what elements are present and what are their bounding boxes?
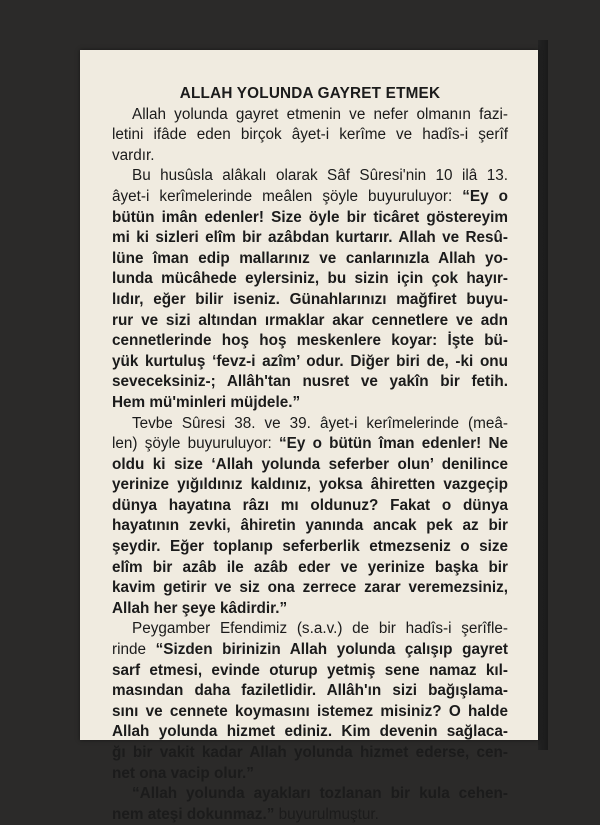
bold-text: sını ve cennete koymasını istemez misiniz? O halde <box>112 702 508 720</box>
bold-text: elîm bir azâb ile azâb eder ve yerinize başka bir <box>112 558 508 576</box>
text-line <box>112 434 508 455</box>
bold-text: yük kurtuluş ‘fevz-i azîm’ odur. Diğer biri de, -ki onu <box>112 352 508 370</box>
bold-text: dünya hayatına râzı mı oldunuz? Fakat o dünya <box>112 496 508 514</box>
text-line <box>112 516 508 537</box>
article-title: ALLAH YOLUNDA GAYRET ETMEK <box>179 85 441 102</box>
paragraph <box>112 166 508 413</box>
text: Bu husûsla alâkalı olarak Sâf Sûresi'nin 10 ilâ 13. <box>132 167 508 185</box>
paragraph <box>112 414 508 620</box>
text-line <box>112 228 508 249</box>
bold-text: Hem mü'minleri müjdele.” <box>112 393 301 411</box>
text: Peygamber Efendimiz (s.a.v.) de bir hadîs-i şerîfle- <box>132 620 508 638</box>
bold-text: rur ve sizi altından ırmaklar akar cennetlere ve adn <box>112 311 508 329</box>
text-line <box>112 640 508 661</box>
text-line <box>112 455 508 476</box>
bold-text: cennetlerinde hoş hoş meskenlere koyar: İşte bü- <box>112 332 508 350</box>
text-line <box>112 702 508 723</box>
text-line <box>112 599 508 620</box>
bold-text: seveceksiniz-; Allâh'tan nusret ve yakîn bir fetih. <box>112 373 508 391</box>
text: Tevbe Sûresi 38. ve 39. âyet-i kerîmelerinde (meâ- <box>132 414 508 432</box>
text-line <box>112 537 508 558</box>
text: âyet-i kerîmelerinde meâlen şöyle buyuruluyor: <box>112 187 463 205</box>
bold-text: oldu ki size ‘Allah yolunda seferber olun’ denilince <box>112 455 508 473</box>
bold-text: sarf etmesi, evinde oturup yetmiş sene namaz kıl- <box>112 661 508 679</box>
bold-text: masından daha faziletlidir. Allâh'ın sizi bağışlama- <box>112 682 508 700</box>
text: Allah yolunda gayret etmenin ve nefer olmanın fazi- <box>132 105 508 123</box>
bold-text: lunda mücâhede eylersiniz, bu sizin için çok hayır- <box>112 270 508 288</box>
bold-text: nem ateşi dokunmaz.” <box>112 805 275 823</box>
paragraph <box>112 784 508 825</box>
text-line <box>112 722 508 743</box>
bold-text: net ona vacip olur.” <box>112 764 254 782</box>
text-line <box>112 269 508 290</box>
text-line <box>112 496 508 517</box>
text-line <box>112 166 508 187</box>
paper-shadow <box>538 40 548 750</box>
bold-text: Allah yolunda hizmet ediniz. Kim devenin sağlaca- <box>112 723 508 741</box>
paragraph <box>112 619 508 784</box>
paragraph <box>112 105 508 167</box>
bold-text: kavim getirir ve siz ona zerrece zarar veremezsiniz, <box>112 579 508 597</box>
bold-text: hayatının zevki, âhiretin yanında ancak pek az bir <box>112 517 508 535</box>
text-line <box>112 681 508 702</box>
text: rinde <box>112 641 156 659</box>
text-line <box>112 352 508 373</box>
bold-text: yerinize yığıldınız kaldınız, yoksa âhiretten vazgeçip <box>112 476 508 494</box>
text-line <box>112 475 508 496</box>
article-body <box>112 105 508 825</box>
text-line <box>112 311 508 332</box>
article <box>112 84 508 825</box>
text-line <box>112 187 508 208</box>
text-line <box>112 619 508 640</box>
text-line <box>112 331 508 352</box>
text: letini ifâde eden birçok âyet-i kerîme ve hadîs-i şerîf <box>112 126 508 144</box>
bold-text: lüne îman edip mallarınız ve canlarınızla Allah yo- <box>112 249 508 267</box>
text-line <box>112 372 508 393</box>
text-line <box>112 290 508 311</box>
text-line <box>112 414 508 435</box>
bold-text: şeydir. Eğer toplanıp seferberlik etmezseniz o size <box>112 538 508 556</box>
text-line <box>112 805 508 825</box>
bold-text: “Ey o bütün îman edenler! Ne <box>279 435 509 453</box>
text-line <box>112 784 508 805</box>
text-line <box>112 393 508 414</box>
text-line <box>112 661 508 682</box>
bold-text: ğı bir vakit kadar Allah yolunda hizmet ederse, cen- <box>112 744 508 761</box>
text: len) şöyle buyuruluyor: <box>112 435 280 453</box>
bold-text: Allah her şeye kâdirdir.” <box>112 599 288 617</box>
text-line <box>112 743 508 764</box>
text-line <box>112 249 508 270</box>
text: buyurulmuştur. <box>274 805 379 823</box>
text-line <box>112 764 508 785</box>
bold-text: “Ey o <box>462 187 508 205</box>
bold-text: “Allah yolunda ayakları tozlanan bir kula cehen- <box>132 785 508 803</box>
bold-text: “Sizden birinizin Allah yolunda çalışıp gayret <box>155 641 509 659</box>
text-line <box>112 105 508 126</box>
text-line <box>112 208 508 229</box>
text-line <box>112 125 508 146</box>
text: vardır. <box>112 146 155 164</box>
text-line <box>112 578 508 599</box>
text-line <box>112 558 508 579</box>
text-line <box>112 146 508 167</box>
bold-text: mi ki sizleri elîm bir azâbdan kurtarır. Allah ve Resû- <box>112 229 508 247</box>
bold-text: bütün imân edenler! Size öyle bir ticâret göstereyim <box>112 208 508 226</box>
bold-text: lıdır, eğer bilir iseniz. Günahlarınızı mağfiret buyu- <box>112 290 508 308</box>
